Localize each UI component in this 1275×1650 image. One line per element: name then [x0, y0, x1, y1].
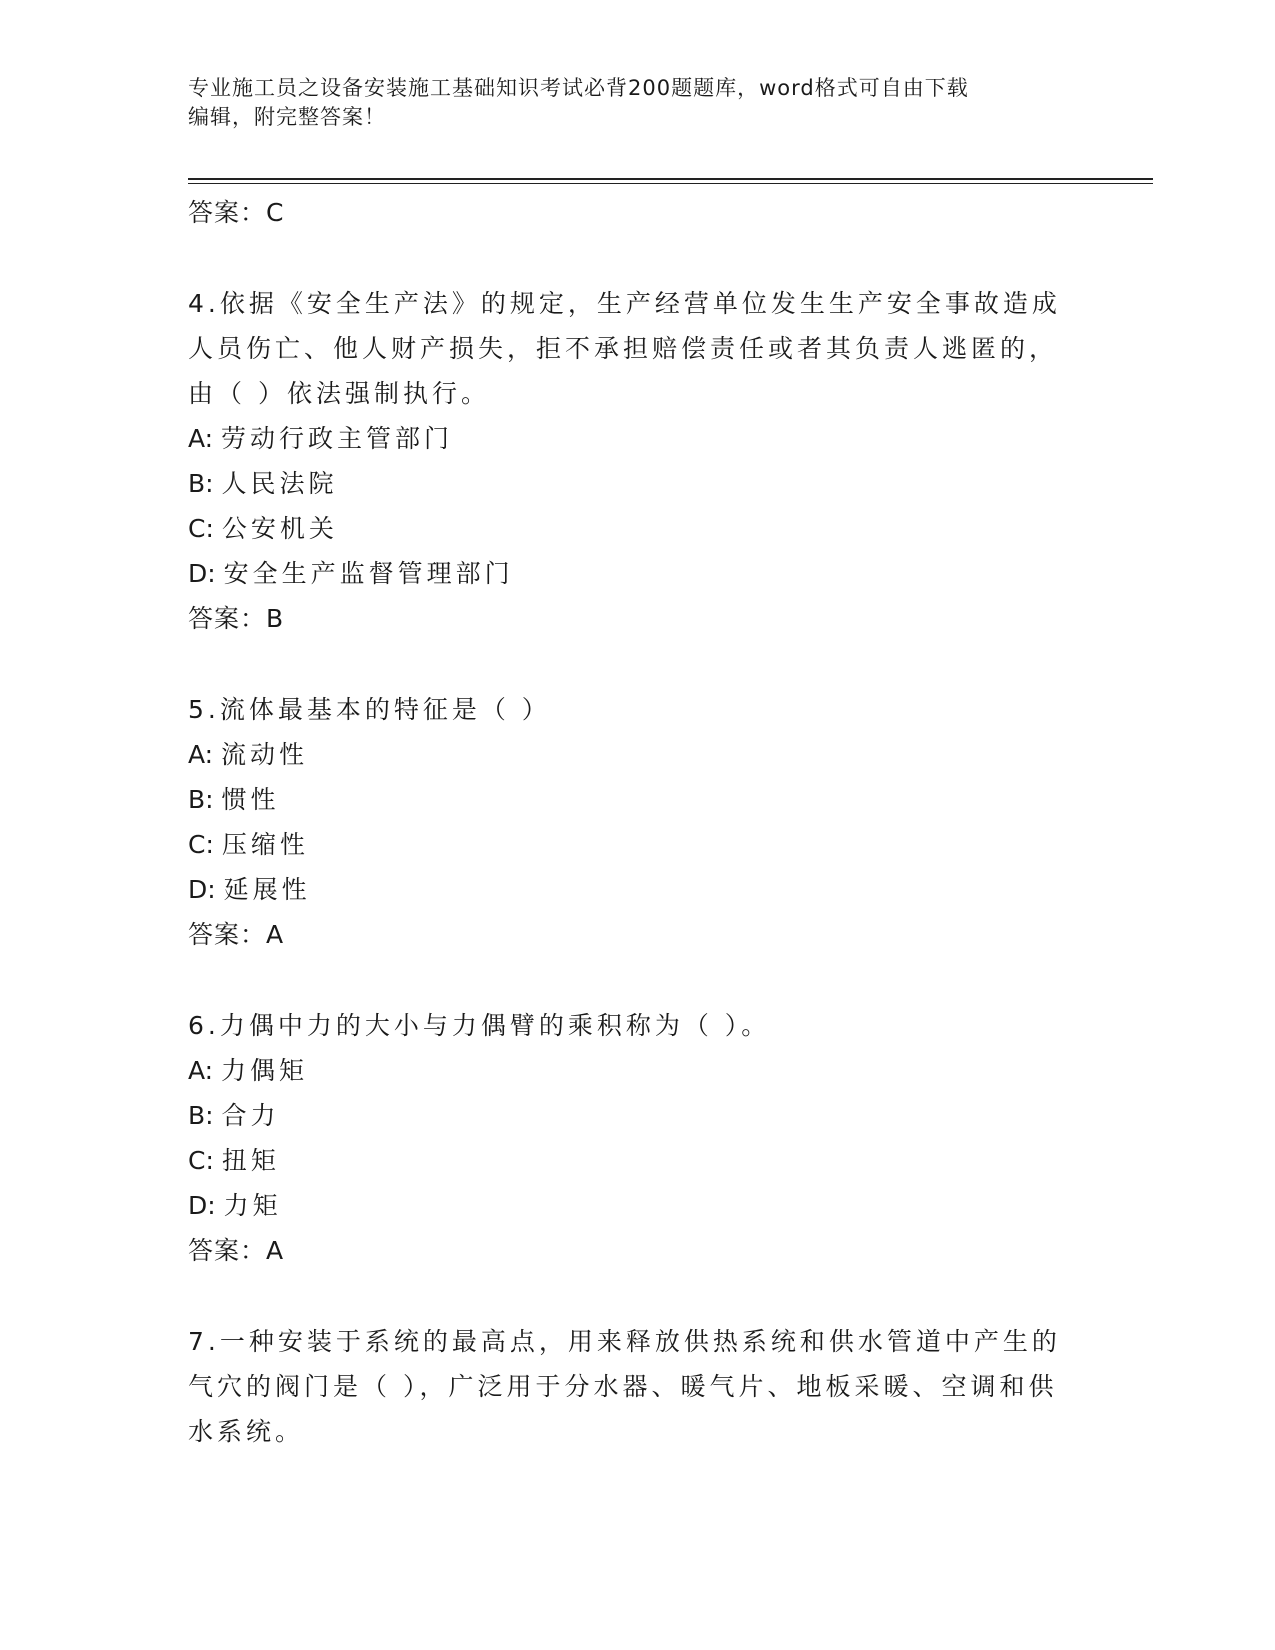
question-text: 6.力偶中力的大小与力偶臂的乘积称为（ ）。 — [188, 1011, 771, 1040]
option-d — [188, 867, 1088, 912]
option-label: C: — [188, 830, 214, 859]
option-label: B: — [188, 469, 214, 498]
option-label: C: — [188, 1146, 214, 1175]
option-text: 扭矩 — [221, 1146, 280, 1175]
question-text: 水系统。 — [188, 1417, 305, 1446]
option-d — [188, 1183, 1088, 1228]
question-text: 人员伤亡、他人财产损失，拒不承担赔偿责任或者其负责人逃匿的， — [188, 334, 1059, 363]
question-text: 气穴的阀门是（ ），广泛用于分水器、暖气片、地板采暖、空调和供 — [188, 1372, 1058, 1401]
answer-line: 答案：B — [188, 604, 285, 633]
question-block — [188, 1319, 1088, 1454]
option-d — [188, 551, 1088, 596]
option-text: 力矩 — [223, 1191, 282, 1220]
header-divider-thin — [188, 183, 1153, 184]
option-text: 人民法院 — [221, 469, 338, 498]
option-b — [188, 461, 1088, 506]
option-c — [188, 822, 1088, 867]
question-block — [188, 1003, 1088, 1273]
option-label: D: — [188, 559, 216, 588]
question-text: 7.一种安装于系统的最高点，用来释放供热系统和供水管道中产生的 — [188, 1327, 1061, 1356]
option-text: 合力 — [221, 1101, 280, 1130]
option-text: 公安机关 — [221, 514, 338, 543]
document-header — [188, 74, 1088, 132]
option-text: 流动性 — [221, 740, 309, 769]
option-a — [188, 1048, 1088, 1093]
question-list — [188, 190, 1088, 1454]
header-line-2: 编辑，附完整答案！ — [188, 105, 386, 129]
option-label: C: — [188, 514, 214, 543]
header-divider-thick — [188, 178, 1153, 180]
option-label: A: — [188, 424, 214, 453]
option-c — [188, 1138, 1088, 1183]
question-block — [188, 281, 1088, 641]
option-a — [188, 416, 1088, 461]
option-text: 安全生产监督管理部门 — [223, 559, 514, 588]
question-block — [188, 687, 1088, 957]
question-text: 5.流体最基本的特征是（ ） — [188, 695, 551, 724]
option-b — [188, 1093, 1088, 1138]
header-line-1: 专业施工员之设备安装施工基础知识考试必背200题题库，word格式可自由下载 — [188, 76, 969, 100]
option-label: D: — [188, 1191, 216, 1220]
option-label: B: — [188, 785, 214, 814]
option-label: D: — [188, 875, 216, 904]
option-text: 力偶矩 — [221, 1056, 309, 1085]
option-b — [188, 777, 1088, 822]
option-a — [188, 732, 1088, 777]
answer-line: 答案：A — [188, 920, 285, 949]
option-text: 压缩性 — [221, 830, 309, 859]
option-text: 延展性 — [223, 875, 311, 904]
answer-line: 答案：A — [188, 1236, 285, 1265]
question-text: 4.依据《安全生产法》的规定，生产经营单位发生生产安全事故造成 — [188, 289, 1061, 318]
question-text: 由（ ）依法强制执行。 — [188, 379, 490, 408]
option-label: A: — [188, 1056, 214, 1085]
option-text: 惯性 — [221, 785, 280, 814]
option-label: A: — [188, 740, 214, 769]
option-text: 劳动行政主管部门 — [221, 424, 454, 453]
option-c — [188, 506, 1088, 551]
option-label: B: — [188, 1101, 214, 1130]
answer-line: 答案：C — [188, 198, 285, 227]
